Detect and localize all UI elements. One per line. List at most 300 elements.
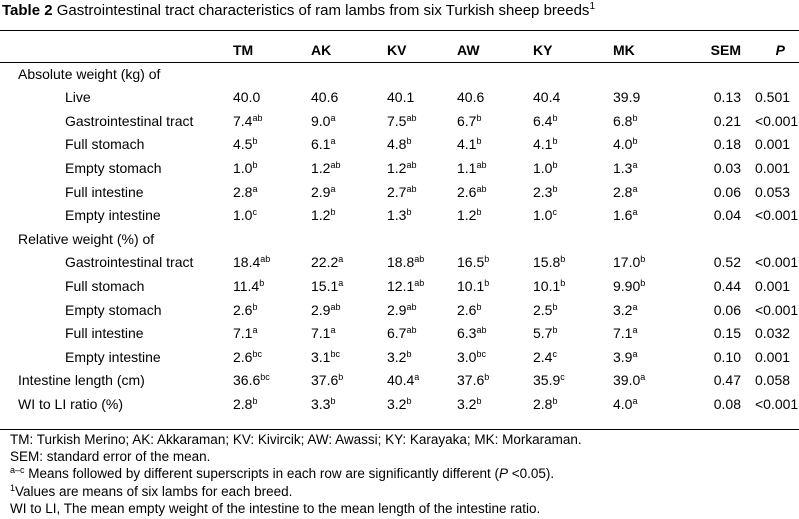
caption-superscript: 1: [589, 1, 595, 12]
footnote-abbreviations: TM: Turkish Merino; AK: Akkaraman; KV: Kivircik; AW: Awassi; KY: Karayaka; MK: Morkaraman.: [10, 432, 582, 447]
table-row: [0, 346, 799, 370]
sem-cell: 0.47: [713, 372, 741, 389]
cell-value: 2.6: [233, 301, 253, 318]
cell-value: 1.0: [533, 159, 553, 176]
significance-superscript: ab: [406, 301, 417, 312]
value-cell: [533, 322, 613, 346]
significance-superscript: ab: [414, 277, 425, 288]
value-cell: [387, 369, 457, 393]
significance-superscript: b: [552, 301, 558, 312]
cell-value: 3.3: [311, 395, 331, 412]
cell-value: 4.1: [533, 136, 553, 153]
significance-superscript: c: [560, 372, 565, 383]
significance-superscript: a: [632, 207, 638, 218]
significance-superscript: b: [560, 254, 566, 265]
sem-cell: 0.06: [713, 301, 741, 318]
significance-superscript: b: [476, 207, 482, 218]
value-cell: [233, 110, 311, 134]
cell-value: 2.6: [457, 301, 477, 318]
significance-superscript: ab: [476, 183, 487, 194]
significance-superscript: b: [406, 348, 412, 359]
cell-value: 40.4: [533, 89, 561, 106]
value-cell: [233, 346, 311, 370]
significance-superscript: ab: [414, 254, 425, 265]
value-cell: [533, 110, 613, 134]
cell-value: 9.0: [311, 112, 331, 129]
value-cell: [533, 346, 613, 370]
value-cell: [533, 251, 613, 275]
value-cell: [613, 322, 683, 346]
cell-value: 35.9: [533, 372, 561, 389]
significance-superscript: a: [640, 372, 646, 383]
cell-value: 3.1: [311, 348, 331, 365]
value-cell: [311, 299, 387, 323]
footnote-values: $^1$Values are means of six lambs for each breed.: [10, 482, 293, 499]
cell-value: 7.5: [387, 112, 407, 129]
row-label: Full stomach: [65, 277, 145, 294]
table-row: [0, 393, 799, 417]
value-cell: [387, 157, 457, 181]
p-value-cell: <0.001: [755, 301, 799, 318]
value-cell: [311, 369, 387, 393]
significance-superscript: ab: [260, 254, 271, 265]
cell-value: 1.6: [613, 207, 633, 224]
significance-superscript: a: [632, 325, 638, 336]
significance-superscript: b: [552, 136, 558, 147]
significance-superscript: bc: [260, 372, 270, 383]
cell-value: 4.5: [233, 136, 253, 153]
value-cell: [311, 251, 387, 275]
value-cell: [387, 251, 457, 275]
cell-value: 39.9: [613, 89, 641, 106]
cell-value: 2.4: [533, 348, 553, 365]
p-value-cell: 0.001: [755, 136, 791, 153]
significance-superscript: bc: [476, 348, 486, 359]
significance-superscript: a: [330, 325, 336, 336]
col-header-ak: AK: [311, 42, 332, 58]
cell-value: 7.4: [233, 112, 253, 129]
significance-superscript: b: [259, 277, 265, 288]
value-cell: [533, 393, 613, 417]
table-row: [0, 110, 799, 134]
value-cell: [533, 133, 613, 157]
value-cell: [233, 133, 311, 157]
section-label: Absolute weight (kg) of: [18, 65, 161, 82]
significance-superscript: ab: [330, 301, 341, 312]
significance-superscript: a: [632, 395, 638, 406]
cell-value: 2.3: [533, 183, 553, 200]
value-cell: [613, 86, 683, 110]
row-label: Live: [65, 89, 91, 106]
significance-superscript: a: [338, 254, 344, 265]
cell-value: 40.6: [311, 89, 339, 106]
cell-value: 6.4: [533, 112, 553, 129]
sem-cell: 0.44: [713, 277, 741, 294]
cell-value: 3.2: [387, 348, 407, 365]
table-label: Table 2: [2, 2, 53, 19]
cell-value: 15.8: [533, 254, 561, 271]
cell-value: 1.3: [387, 207, 407, 224]
p-value-cell: 0.058: [755, 372, 791, 389]
value-cell: [457, 275, 533, 299]
col-header-sem: SEM: [710, 42, 741, 58]
significance-superscript: bc: [252, 348, 262, 359]
p-value-cell: 0.032: [755, 325, 791, 342]
significance-superscript: a: [414, 372, 420, 383]
value-cell: [613, 251, 683, 275]
table-row: [0, 369, 799, 393]
value-cell: [311, 322, 387, 346]
significance-superscript: b: [406, 136, 412, 147]
significance-superscript: b: [476, 112, 482, 123]
col-header-aw: AW: [457, 42, 480, 58]
cell-value: 1.3: [613, 159, 633, 176]
value-cell: [311, 110, 387, 134]
p-value-cell: 0.501: [755, 89, 791, 106]
sem-cell: 0.04: [713, 207, 741, 224]
sem-cell: 0.52: [713, 254, 741, 271]
cell-value: 4.1: [457, 136, 477, 153]
section-row-relative: [0, 228, 799, 252]
significance-superscript: c: [252, 207, 257, 218]
cell-value: 40.4: [387, 372, 415, 389]
significance-superscript: ab: [406, 159, 417, 170]
row-label: Full intestine: [65, 183, 144, 200]
cell-value: 1.1: [457, 159, 477, 176]
cell-value: 11.4: [233, 277, 260, 294]
cell-value: 6.7: [457, 112, 477, 129]
cell-value: 2.6: [457, 183, 477, 200]
significance-superscript: b: [640, 277, 646, 288]
significance-superscript: b: [476, 136, 482, 147]
p-value-cell: <0.001: [755, 254, 799, 271]
col-header-mk: MK: [613, 42, 635, 58]
cell-value: 10.1: [533, 277, 561, 294]
cell-value: 12.1: [387, 277, 415, 294]
p-value-cell: 0.053: [755, 183, 791, 200]
value-cell: [457, 110, 533, 134]
significance-superscript: a: [338, 277, 344, 288]
cell-value: 2.8: [233, 183, 253, 200]
value-cell: [311, 393, 387, 417]
p-value-cell: 0.001: [755, 277, 791, 294]
cell-value: 40.6: [457, 89, 485, 106]
significance-superscript: b: [252, 159, 258, 170]
value-cell: [311, 275, 387, 299]
cell-value: 3.2: [613, 301, 633, 318]
value-cell: [311, 181, 387, 205]
significance-superscript: b: [330, 207, 336, 218]
sem-cell: 0.10: [713, 348, 741, 365]
value-cell: [233, 275, 311, 299]
row-label: Full intestine: [65, 325, 144, 342]
value-cell: [613, 181, 683, 205]
significance-superscript: b: [476, 301, 482, 312]
col-header-p: P: [775, 42, 785, 58]
significance-superscript: a: [632, 348, 638, 359]
value-cell: [387, 299, 457, 323]
significance-superscript: b: [552, 325, 558, 336]
significance-superscript: b: [484, 372, 490, 383]
sem-cell: 0.13: [713, 89, 741, 106]
value-cell: [233, 157, 311, 181]
cell-value: 6.1: [311, 136, 331, 153]
significance-superscript: ab: [476, 325, 487, 336]
value-cell: [387, 393, 457, 417]
cell-value: 6.7: [387, 325, 407, 342]
value-cell: [457, 181, 533, 205]
table-row: [0, 322, 799, 346]
sem-cell: 0.06: [713, 183, 741, 200]
significance-superscript: b: [552, 183, 558, 194]
cell-value: 1.0: [533, 207, 553, 224]
table-row: [0, 86, 799, 110]
section-row-absolute: [0, 63, 799, 87]
significance-superscript: b: [252, 136, 258, 147]
cell-value: 3.2: [457, 395, 477, 412]
cell-value: 6.3: [457, 325, 477, 342]
value-cell: [457, 393, 533, 417]
significance-superscript: a: [632, 301, 638, 312]
top-rule: [0, 30, 799, 31]
significance-superscript: b: [552, 112, 558, 123]
value-cell: [233, 393, 311, 417]
significance-superscript: b: [476, 395, 482, 406]
value-cell: [233, 86, 311, 110]
bottom-rule: [0, 429, 799, 430]
significance-superscript: ab: [406, 183, 417, 194]
value-cell: [613, 275, 683, 299]
significance-superscript: bc: [330, 348, 340, 359]
value-cell: [457, 204, 533, 228]
cell-value: 2.9: [387, 301, 407, 318]
value-cell: [533, 369, 613, 393]
row-label: Empty intestine: [65, 207, 161, 224]
value-cell: [613, 110, 683, 134]
caption-text: Gastrointestinal tract characteristics of ram lambs from six Turkish sheep breeds: [52, 2, 590, 19]
header-row: [0, 39, 799, 63]
significance-superscript: b: [484, 277, 490, 288]
value-cell: [533, 86, 613, 110]
row-label: Empty intestine: [65, 348, 161, 365]
cell-value: 18.4: [233, 254, 261, 271]
cell-value: 1.0: [233, 159, 253, 176]
value-cell: [233, 369, 311, 393]
significance-superscript: b: [552, 159, 558, 170]
value-cell: [311, 157, 387, 181]
significance-superscript: ab: [406, 325, 417, 336]
significance-superscript: c: [552, 348, 557, 359]
value-cell: [387, 110, 457, 134]
footnote-wi-li: WI to LI, The mean empty weight of the intestine to the mean length of the intestine ratio.: [10, 500, 541, 516]
value-cell: [311, 346, 387, 370]
table-row: [0, 157, 799, 181]
significance-superscript: b: [330, 395, 336, 406]
col-header-tm: TM: [233, 42, 254, 58]
sem-cell: 0.08: [713, 395, 741, 412]
table-row: [0, 251, 799, 275]
row-label: Gastrointestinal tract: [65, 112, 194, 129]
significance-superscript: a: [632, 183, 638, 194]
cell-value: 22.2: [311, 254, 339, 271]
significance-superscript: c: [552, 207, 557, 218]
value-cell: [311, 86, 387, 110]
cell-value: 4.0: [613, 136, 633, 153]
value-cell: [613, 133, 683, 157]
cell-value: 4.0: [613, 395, 633, 412]
col-header-ky: KY: [533, 42, 553, 58]
significance-superscript: b: [252, 301, 258, 312]
value-cell: [533, 204, 613, 228]
value-cell: [387, 346, 457, 370]
significance-superscript: b: [406, 207, 412, 218]
value-cell: [387, 133, 457, 157]
row-label: Full stomach: [65, 136, 145, 153]
row-label: Intestine length (cm): [18, 372, 145, 389]
value-cell: [233, 251, 311, 275]
value-cell: [233, 299, 311, 323]
cell-value: 1.2: [311, 159, 331, 176]
section-label: Relative weight (%) of: [18, 230, 155, 247]
sem-cell: 0.18: [713, 136, 741, 153]
value-cell: [233, 204, 311, 228]
cell-value: 1.2: [457, 207, 477, 224]
value-cell: [457, 251, 533, 275]
sem-cell: 0.15: [713, 325, 741, 342]
significance-superscript: a: [252, 183, 258, 194]
p-value-cell: <0.001: [755, 395, 799, 412]
value-cell: [457, 157, 533, 181]
table-row: [0, 275, 799, 299]
p-value-cell: 0.001: [755, 348, 791, 365]
value-cell: [387, 181, 457, 205]
p-value-cell: 0.001: [755, 159, 791, 176]
value-cell: [457, 322, 533, 346]
significance-superscript: ab: [476, 159, 487, 170]
significance-superscript: ab: [406, 112, 417, 123]
value-cell: [613, 299, 683, 323]
cell-value: 3.0: [457, 348, 477, 365]
footnote-significance: $^{a-c}$ Means followed by different superscripts in each row are significantly different (P <0.05).: [10, 465, 555, 482]
col-header-kv: KV: [387, 42, 407, 58]
cell-value: 15.1: [311, 277, 339, 294]
significance-superscript: ab: [330, 159, 341, 170]
cell-value: 2.7: [387, 183, 407, 200]
value-cell: [533, 299, 613, 323]
significance-superscript: a: [330, 136, 336, 147]
significance-superscript: ab: [252, 112, 263, 123]
value-cell: [613, 393, 683, 417]
table-row: [0, 204, 799, 228]
row-label: Empty stomach: [65, 301, 162, 318]
cell-value: 9.90: [613, 277, 641, 294]
significance-superscript: b: [338, 372, 344, 383]
cell-value: 3.2: [387, 395, 407, 412]
value-cell: [533, 181, 613, 205]
cell-value: 7.1: [311, 325, 331, 342]
cell-value: 7.1: [613, 325, 633, 342]
cell-value: 17.0: [613, 254, 641, 271]
sem-cell: 0.03: [713, 159, 741, 176]
cell-value: 18.8: [387, 254, 415, 271]
significance-superscript: b: [484, 254, 490, 265]
cell-value: 1.2: [311, 207, 331, 224]
significance-superscript: b: [552, 395, 558, 406]
value-cell: [457, 86, 533, 110]
data-table: [0, 39, 799, 417]
cell-value: 2.6: [233, 348, 253, 365]
value-cell: [233, 181, 311, 205]
cell-value: 37.6: [311, 372, 339, 389]
significance-superscript: b: [632, 112, 638, 123]
row-label: Gastrointestinal tract: [65, 254, 194, 271]
value-cell: [457, 369, 533, 393]
cell-value: 2.5: [533, 301, 553, 318]
value-cell: [613, 204, 683, 228]
value-cell: [533, 157, 613, 181]
significance-superscript: a: [330, 112, 336, 123]
table-row: [0, 133, 799, 157]
cell-value: 10.1: [457, 277, 485, 294]
value-cell: [387, 275, 457, 299]
cell-value: 37.6: [457, 372, 485, 389]
cell-value: 5.7: [533, 325, 553, 342]
p-value-cell: <0.001: [755, 207, 799, 224]
value-cell: [613, 346, 683, 370]
cell-value: 39.0: [613, 372, 641, 389]
value-cell: [457, 133, 533, 157]
value-cell: [311, 133, 387, 157]
cell-value: 40.1: [387, 89, 415, 106]
significance-superscript: b: [252, 395, 258, 406]
table-row: [0, 299, 799, 323]
cell-value: 36.6: [233, 372, 261, 389]
cell-value: 1.0: [233, 207, 253, 224]
table-row: [0, 181, 799, 205]
value-cell: [613, 157, 683, 181]
cell-value: 40.0: [233, 89, 261, 106]
significance-superscript: a: [632, 159, 638, 170]
cell-value: 7.1: [233, 325, 253, 342]
significance-superscript: a: [330, 183, 336, 194]
row-label: Empty stomach: [65, 159, 162, 176]
cell-value: 16.5: [457, 254, 485, 271]
value-cell: [387, 86, 457, 110]
significance-superscript: b: [632, 136, 638, 147]
value-cell: [387, 204, 457, 228]
value-cell: [233, 322, 311, 346]
sem-cell: 0.21: [713, 112, 741, 129]
footnotes: [10, 431, 582, 517]
cell-value: 3.9: [613, 348, 633, 365]
p-value-cell: <0.001: [755, 112, 799, 129]
footnote-sem: SEM: standard error of the mean.: [10, 449, 211, 465]
table-caption: [2, 2, 595, 19]
cell-value: 1.2: [387, 159, 407, 176]
value-cell: [457, 346, 533, 370]
value-cell: [457, 299, 533, 323]
value-cell: [311, 204, 387, 228]
value-cell: [613, 369, 683, 393]
value-cell: [387, 322, 457, 346]
significance-superscript: b: [406, 395, 412, 406]
cell-value: 2.9: [311, 301, 331, 318]
cell-value: 2.9: [311, 183, 331, 200]
row-label: WI to LI ratio (%): [18, 395, 124, 412]
cell-value: 2.8: [613, 183, 633, 200]
cell-value: 4.8: [387, 136, 407, 153]
value-cell: [533, 275, 613, 299]
